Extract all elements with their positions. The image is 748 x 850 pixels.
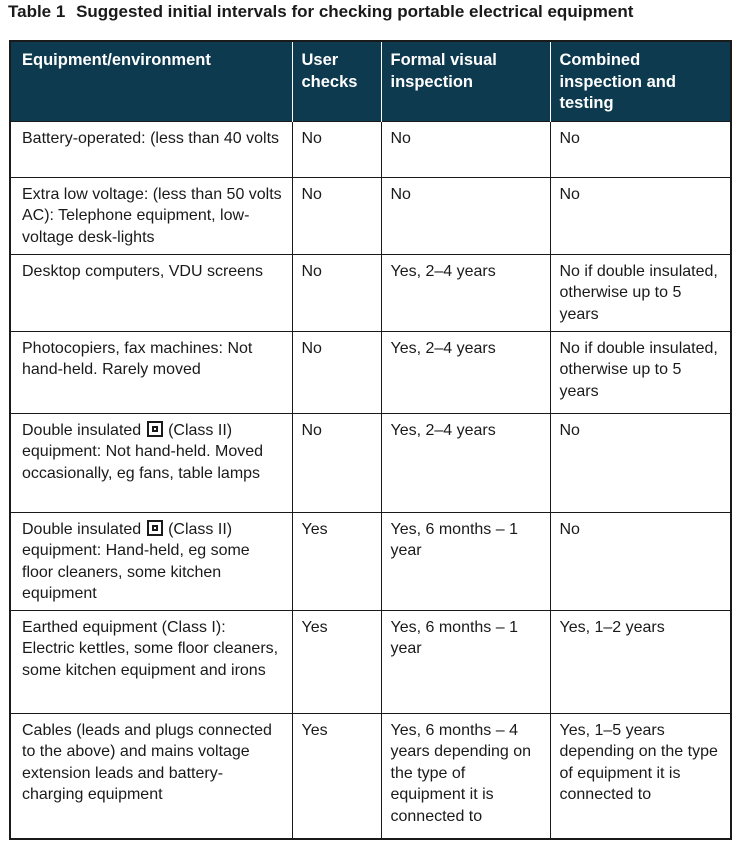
user-checks-cell: Yes [292,713,381,839]
table-header-row [10,41,731,121]
visual-inspection-cell: Yes, 6 months – 1 year [381,610,550,713]
equipment-text: Extra low voltage: (less than 50 volts AC): Telephone equipment, low-voltage desk-lights [22,185,282,246]
class-ii-double-square-icon [147,520,163,536]
equipment-text: Double insulated [22,520,146,538]
visual-inspection-cell: Yes, 6 months – 4 years depending on the type of equipment it is connected to [381,713,550,839]
user-checks-cell: Yes [292,610,381,713]
equipment-text: Cables (leads and plugs connected to the above) and mains voltage extension leads and battery-charging equipment [22,721,272,803]
combined-cell: No if double insulated, otherwise up to 5 years [550,254,731,331]
user-checks-cell: No [292,413,381,512]
equipment-cell [10,121,292,177]
table-row [10,331,731,413]
combined-cell: Yes, 1–5 years depending on the type of equipment it is connected to [550,713,731,839]
equipment-text-continued: (Class II) equipment: Not hand-held. Moved occasionally, eg fans, table lamps [22,421,264,482]
column-header-visual-inspection: Formal visual inspection [381,41,550,121]
user-checks-cell: No [292,331,381,413]
equipment-cell [10,512,292,610]
user-checks-cell: No [292,254,381,331]
inspection-intervals-table [9,40,732,840]
visual-inspection-cell: No [381,121,550,177]
class-ii-double-square-icon [147,421,163,437]
table-row [10,254,731,331]
equipment-cell [10,610,292,713]
column-header-combined: Combined inspection and testing [550,41,731,121]
table-title: Suggested initial intervals for checking portable electrical equipment [76,2,634,21]
equipment-text: Photocopiers, fax machines: Not hand-held. Rarely moved [22,339,253,378]
column-header-user-checks: User checks [292,41,381,121]
table-row [10,121,731,177]
user-checks-cell: No [292,177,381,254]
equipment-text: Double insulated [22,421,146,439]
equipment-cell [10,713,292,839]
table-number: Table 1 [8,2,66,21]
table-row [10,713,731,839]
equipment-text: Desktop computers, VDU screens [22,262,263,280]
combined-cell: Yes, 1–2 years [550,610,731,713]
combined-cell: No [550,512,731,610]
visual-inspection-cell: No [381,177,550,254]
equipment-cell [10,254,292,331]
table-caption [8,2,633,24]
combined-cell: No if double insulated, otherwise up to 5 years [550,331,731,413]
user-checks-cell: Yes [292,512,381,610]
equipment-cell [10,331,292,413]
equipment-cell [10,177,292,254]
visual-inspection-cell: Yes, 6 months – 1 year [381,512,550,610]
table-row [10,512,731,610]
visual-inspection-cell: Yes, 2–4 years [381,254,550,331]
table-row [10,413,731,512]
equipment-cell [10,413,292,512]
visual-inspection-cell: Yes, 2–4 years [381,413,550,512]
combined-cell: No [550,413,731,512]
table-row [10,177,731,254]
combined-cell: No [550,121,731,177]
table-row [10,610,731,713]
column-header-equipment: Equipment/environment [10,41,292,121]
equipment-text: Earthed equipment (Class I): Electric kettles, some floor cleaners, some kitchen equipment and irons [22,618,279,679]
combined-cell: No [550,177,731,254]
user-checks-cell: No [292,121,381,177]
equipment-text: Battery-operated: (less than 40 volts [22,129,280,147]
visual-inspection-cell: Yes, 2–4 years [381,331,550,413]
equipment-text-continued: (Class II) equipment: Hand-held, eg some floor cleaners, some kitchen equipment [22,520,250,602]
